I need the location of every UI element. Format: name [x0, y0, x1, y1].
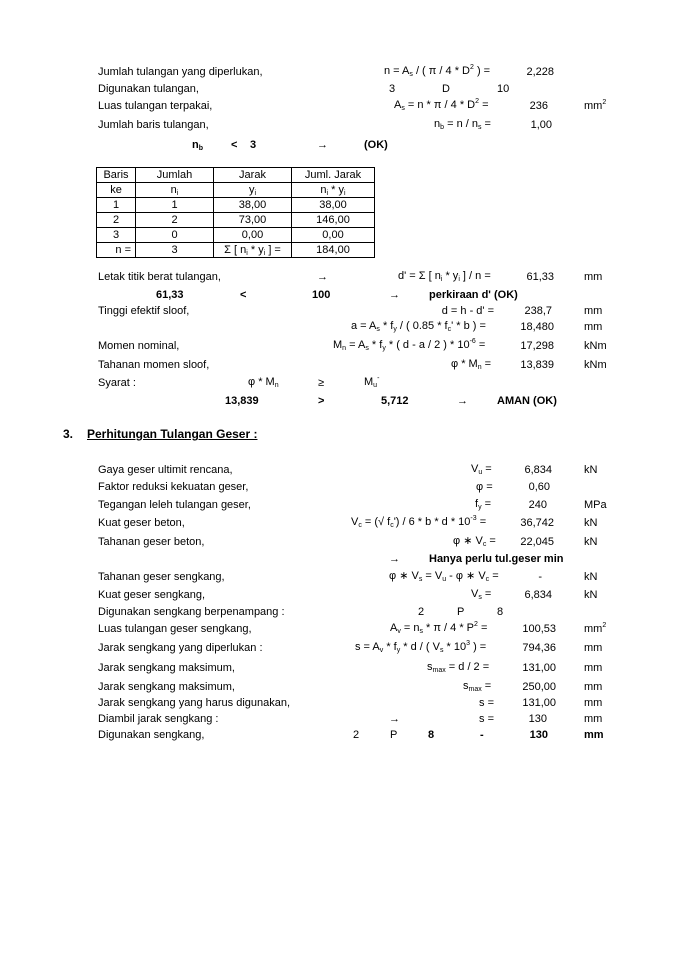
vc-unit: kN [584, 517, 598, 529]
nb-symbol: $n_b$ [192, 139, 204, 152]
final-label: Digunakan sengkang, [98, 729, 205, 741]
s-use-unit: mm [584, 697, 603, 709]
a-value: 18,480 [520, 321, 554, 333]
jumlah-baris-formula: $n_b = n / n_s$ = [434, 118, 491, 131]
momen-nominal-label: Momen nominal, [98, 340, 180, 352]
jumlah-tulangan-label: Jumlah tulangan yang diperlukan, [98, 66, 263, 78]
letak-titik-label: Letak titik berat tulangan, [98, 271, 221, 283]
check-less-than: < [231, 139, 238, 151]
vs-unit: kN [584, 589, 598, 601]
jumlah-tulangan-formula: $n = A_s$ / ( π / $4 * D^2$ ) = [384, 64, 491, 78]
subheader-yi: $y_i$ [214, 183, 292, 198]
s-required-label: Jarak sengkang yang diperlukan : [98, 642, 263, 654]
compare-dprime: 61,33 [156, 289, 184, 301]
a-formula: $a = A_s * f_y$ / ( $0.85 * f_c'$ * b ) = [351, 320, 486, 333]
syarat-result: AMAN (OK) [497, 395, 557, 407]
vs-value: 6,834 [524, 589, 552, 601]
compare-limit: 100 [312, 289, 331, 301]
table-subheader-row [97, 183, 375, 198]
fy-label: Tegangan leleh tulangan geser, [98, 499, 251, 511]
s-use-value: 131,00 [522, 697, 556, 709]
tinggi-efektif-value: 238,7 [524, 305, 552, 317]
syarat-capacity: 13,839 [225, 395, 259, 407]
luas-tulangan-value: 236 [529, 100, 548, 112]
phi-value: 0,60 [528, 481, 550, 493]
tahanan-momen-label: Tahanan momen sloof, [98, 359, 210, 371]
s-take-unit: mm [584, 713, 603, 725]
cell: 0,00 [214, 228, 292, 243]
syarat-demand: 5,712 [381, 395, 409, 407]
cell: 0,00 [292, 228, 375, 243]
arrow-icon: → [317, 271, 328, 283]
s-use-label: Jarak sengkang yang harus digunakan, [98, 697, 291, 709]
av-label: Luas tulangan geser sengkang, [98, 623, 252, 635]
s-take-value: 130 [528, 713, 547, 725]
syarat-op: > [318, 395, 325, 407]
subheader-ni: $n_i$ [136, 183, 214, 198]
vc-formula: $V_c$ = (√ $f_c') / 6$ * b * d * $10^{-3}$ = [351, 515, 487, 529]
syarat-mu: $M_u^-$ [364, 375, 380, 389]
s-required-formula: $s = A_v * f_y * d$ / ( $V_s * 10^3$ ) = [355, 640, 487, 654]
final-unit: mm [584, 729, 604, 741]
luas-tulangan-label: Luas tulangan terpakai, [98, 100, 213, 112]
momen-nominal-unit: kNm [584, 340, 607, 352]
cell: 38,00 [292, 198, 375, 213]
phivc-label: Tahanan geser beton, [98, 536, 205, 548]
final-type: P [390, 729, 398, 741]
s-required-value: 794,36 [522, 642, 556, 654]
vs-label: Kuat geser sengkang, [98, 589, 206, 601]
header-jumlah: Jumlah [136, 168, 214, 183]
table-row [97, 198, 375, 213]
syarat-ge: ≥ [318, 377, 325, 389]
cell: 2 [97, 213, 136, 228]
sengkang-legs: 2 [418, 606, 425, 618]
vu-formula: $V_u$ = [471, 463, 492, 476]
cell: 146,00 [292, 213, 375, 228]
syarat-phi-mn: φ * $M_n$ [248, 376, 279, 389]
phivs-formula: φ ∗ $V_s = V_u - \varphi$ ∗ $V_c$ = [389, 570, 499, 583]
syarat-label: Syarat : [98, 377, 136, 389]
subheader-ni-yi: $n_i * y_i$ [292, 183, 375, 198]
smax1-value: 131,00 [522, 662, 556, 674]
jumlah-baris-label: Jumlah baris tulangan, [98, 119, 209, 131]
final-diameter: 8 [428, 729, 435, 741]
sengkang-diameter: 8 [497, 606, 504, 618]
check-limit-value: 3 [250, 139, 257, 151]
smax1-unit: mm [584, 662, 603, 674]
vs-formula: $V_s$ = [471, 588, 492, 601]
table-row [97, 213, 375, 228]
luas-tulangan-unit: $mm^2$ [584, 99, 607, 112]
av-unit: $mm^2$ [584, 622, 607, 635]
phivc-unit: kN [584, 536, 598, 548]
digunakan-tulangan-count: 3 [389, 83, 396, 95]
cell: 1 [97, 198, 136, 213]
shear-note: Hanya perlu tul.geser min [429, 553, 564, 565]
cell: 38,00 [214, 198, 292, 213]
cell: 73,00 [214, 213, 292, 228]
smax2-formula: $s_{max}$ = [463, 680, 492, 693]
cell: 1 [136, 198, 214, 213]
av-formula: $A_v = n_s * \pi / 4 * P^2$ = [390, 621, 488, 635]
arrow-icon: → [317, 139, 328, 151]
arrow-icon: → [389, 713, 400, 725]
tahanan-momen-formula: φ * $M_n$ = [451, 358, 492, 371]
vu-value: 6,834 [524, 464, 552, 476]
tinggi-efektif-label: Tinggi efektif sloof, [98, 305, 190, 317]
jumlah-baris-value: 1,00 [530, 119, 552, 131]
cell: 2 [136, 213, 214, 228]
phivs-unit: kN [584, 571, 598, 583]
smax1-formula: $s_{max} = d / 2$ = [427, 661, 490, 674]
compare-op: < [240, 289, 247, 301]
vc-value: 36,742 [520, 517, 554, 529]
fy-formula: $f_y$ = [475, 498, 492, 511]
final-dash: - [480, 729, 484, 741]
digunakan-tulangan-type: D [442, 83, 450, 95]
smax2-label: Jarak sengkang maksimum, [98, 681, 235, 693]
total-sum-label: Σ [ $n_i * y_i$ ] = [214, 243, 292, 258]
header-baris: Baris [97, 168, 136, 183]
arrow-icon: → [389, 553, 400, 565]
sengkang-penampang-label: Digunakan sengkang berpenampang : [98, 606, 285, 618]
s-take-formula: s = [479, 713, 494, 725]
s-required-unit: mm [584, 642, 603, 654]
phivc-value: 22,045 [520, 536, 554, 548]
cell: 3 [97, 228, 136, 243]
fy-value: 240 [528, 499, 547, 511]
tinggi-efektif-formula: d = h - d' = [441, 305, 494, 317]
jumlah-tulangan-value: 2,228 [526, 66, 554, 78]
phivs-value: - [538, 571, 542, 583]
digunakan-tulangan-label: Digunakan tulangan, [98, 83, 199, 95]
arrow-icon: → [389, 289, 400, 301]
smax1-label: Jarak sengkang maksimum, [98, 662, 235, 674]
fy-unit: MPa [584, 499, 607, 511]
reinforcement-layer-table [96, 167, 375, 258]
subheader-ke: ke [97, 183, 136, 198]
phi-label: Faktor reduksi kekuatan geser, [98, 481, 249, 493]
cell: 0 [136, 228, 214, 243]
table-header-row [97, 168, 375, 183]
momen-nominal-value: 17,298 [520, 340, 554, 352]
final-spacing: 130 [529, 729, 548, 741]
section-number: 3. [63, 427, 74, 441]
smax2-unit: mm [584, 681, 603, 693]
tinggi-efektif-unit: mm [584, 305, 603, 317]
compare-result: perkiraan d' (OK) [429, 289, 518, 301]
letak-titik-value: 61,33 [526, 271, 554, 283]
phivc-formula: φ ∗ $V_c$ = [453, 535, 496, 548]
s-take-label: Diambil jarak sengkang : [98, 713, 219, 725]
header-jarak: Jarak [214, 168, 292, 183]
check-ok-text: (OK) [364, 139, 388, 151]
luas-tulangan-formula: $A_s = n * \pi / 4 * D^2$ = [394, 98, 489, 112]
digunakan-tulangan-diameter: 10 [497, 83, 510, 95]
table-row [97, 228, 375, 243]
s-use-formula: s = [479, 697, 494, 709]
tahanan-momen-value: 13,839 [520, 359, 554, 371]
total-n: 3 [136, 243, 214, 258]
a-unit: mm [584, 321, 603, 333]
vu-unit: kN [584, 464, 598, 476]
final-legs: 2 [353, 729, 360, 741]
smax2-value: 250,00 [522, 681, 556, 693]
phivs-label: Tahanan geser sengkang, [98, 571, 225, 583]
letak-titik-formula: d' = Σ [ $n_i * y_i$ ] / n = [398, 270, 491, 283]
letak-titik-unit: mm [584, 271, 603, 283]
vu-label: Gaya geser ultimit rencana, [98, 464, 233, 476]
av-value: 100,53 [522, 623, 556, 635]
total-label: n = [97, 243, 136, 258]
sengkang-type: P [457, 606, 465, 618]
section-title: Perhitungan Tulangan Geser : [87, 427, 258, 441]
total-value: 184,00 [292, 243, 375, 258]
arrow-icon: → [457, 395, 468, 407]
vc-label: Kuat geser beton, [98, 517, 185, 529]
momen-nominal-formula: $M_n = A_s * f_y$ * ( d - a / 2 ) * $10^{-6}$ = [333, 338, 486, 352]
table-total-row [97, 243, 375, 258]
header-juml-jarak: Juml. Jarak [292, 168, 375, 183]
phi-formula: φ = [476, 481, 493, 493]
tahanan-momen-unit: kNm [584, 359, 607, 371]
